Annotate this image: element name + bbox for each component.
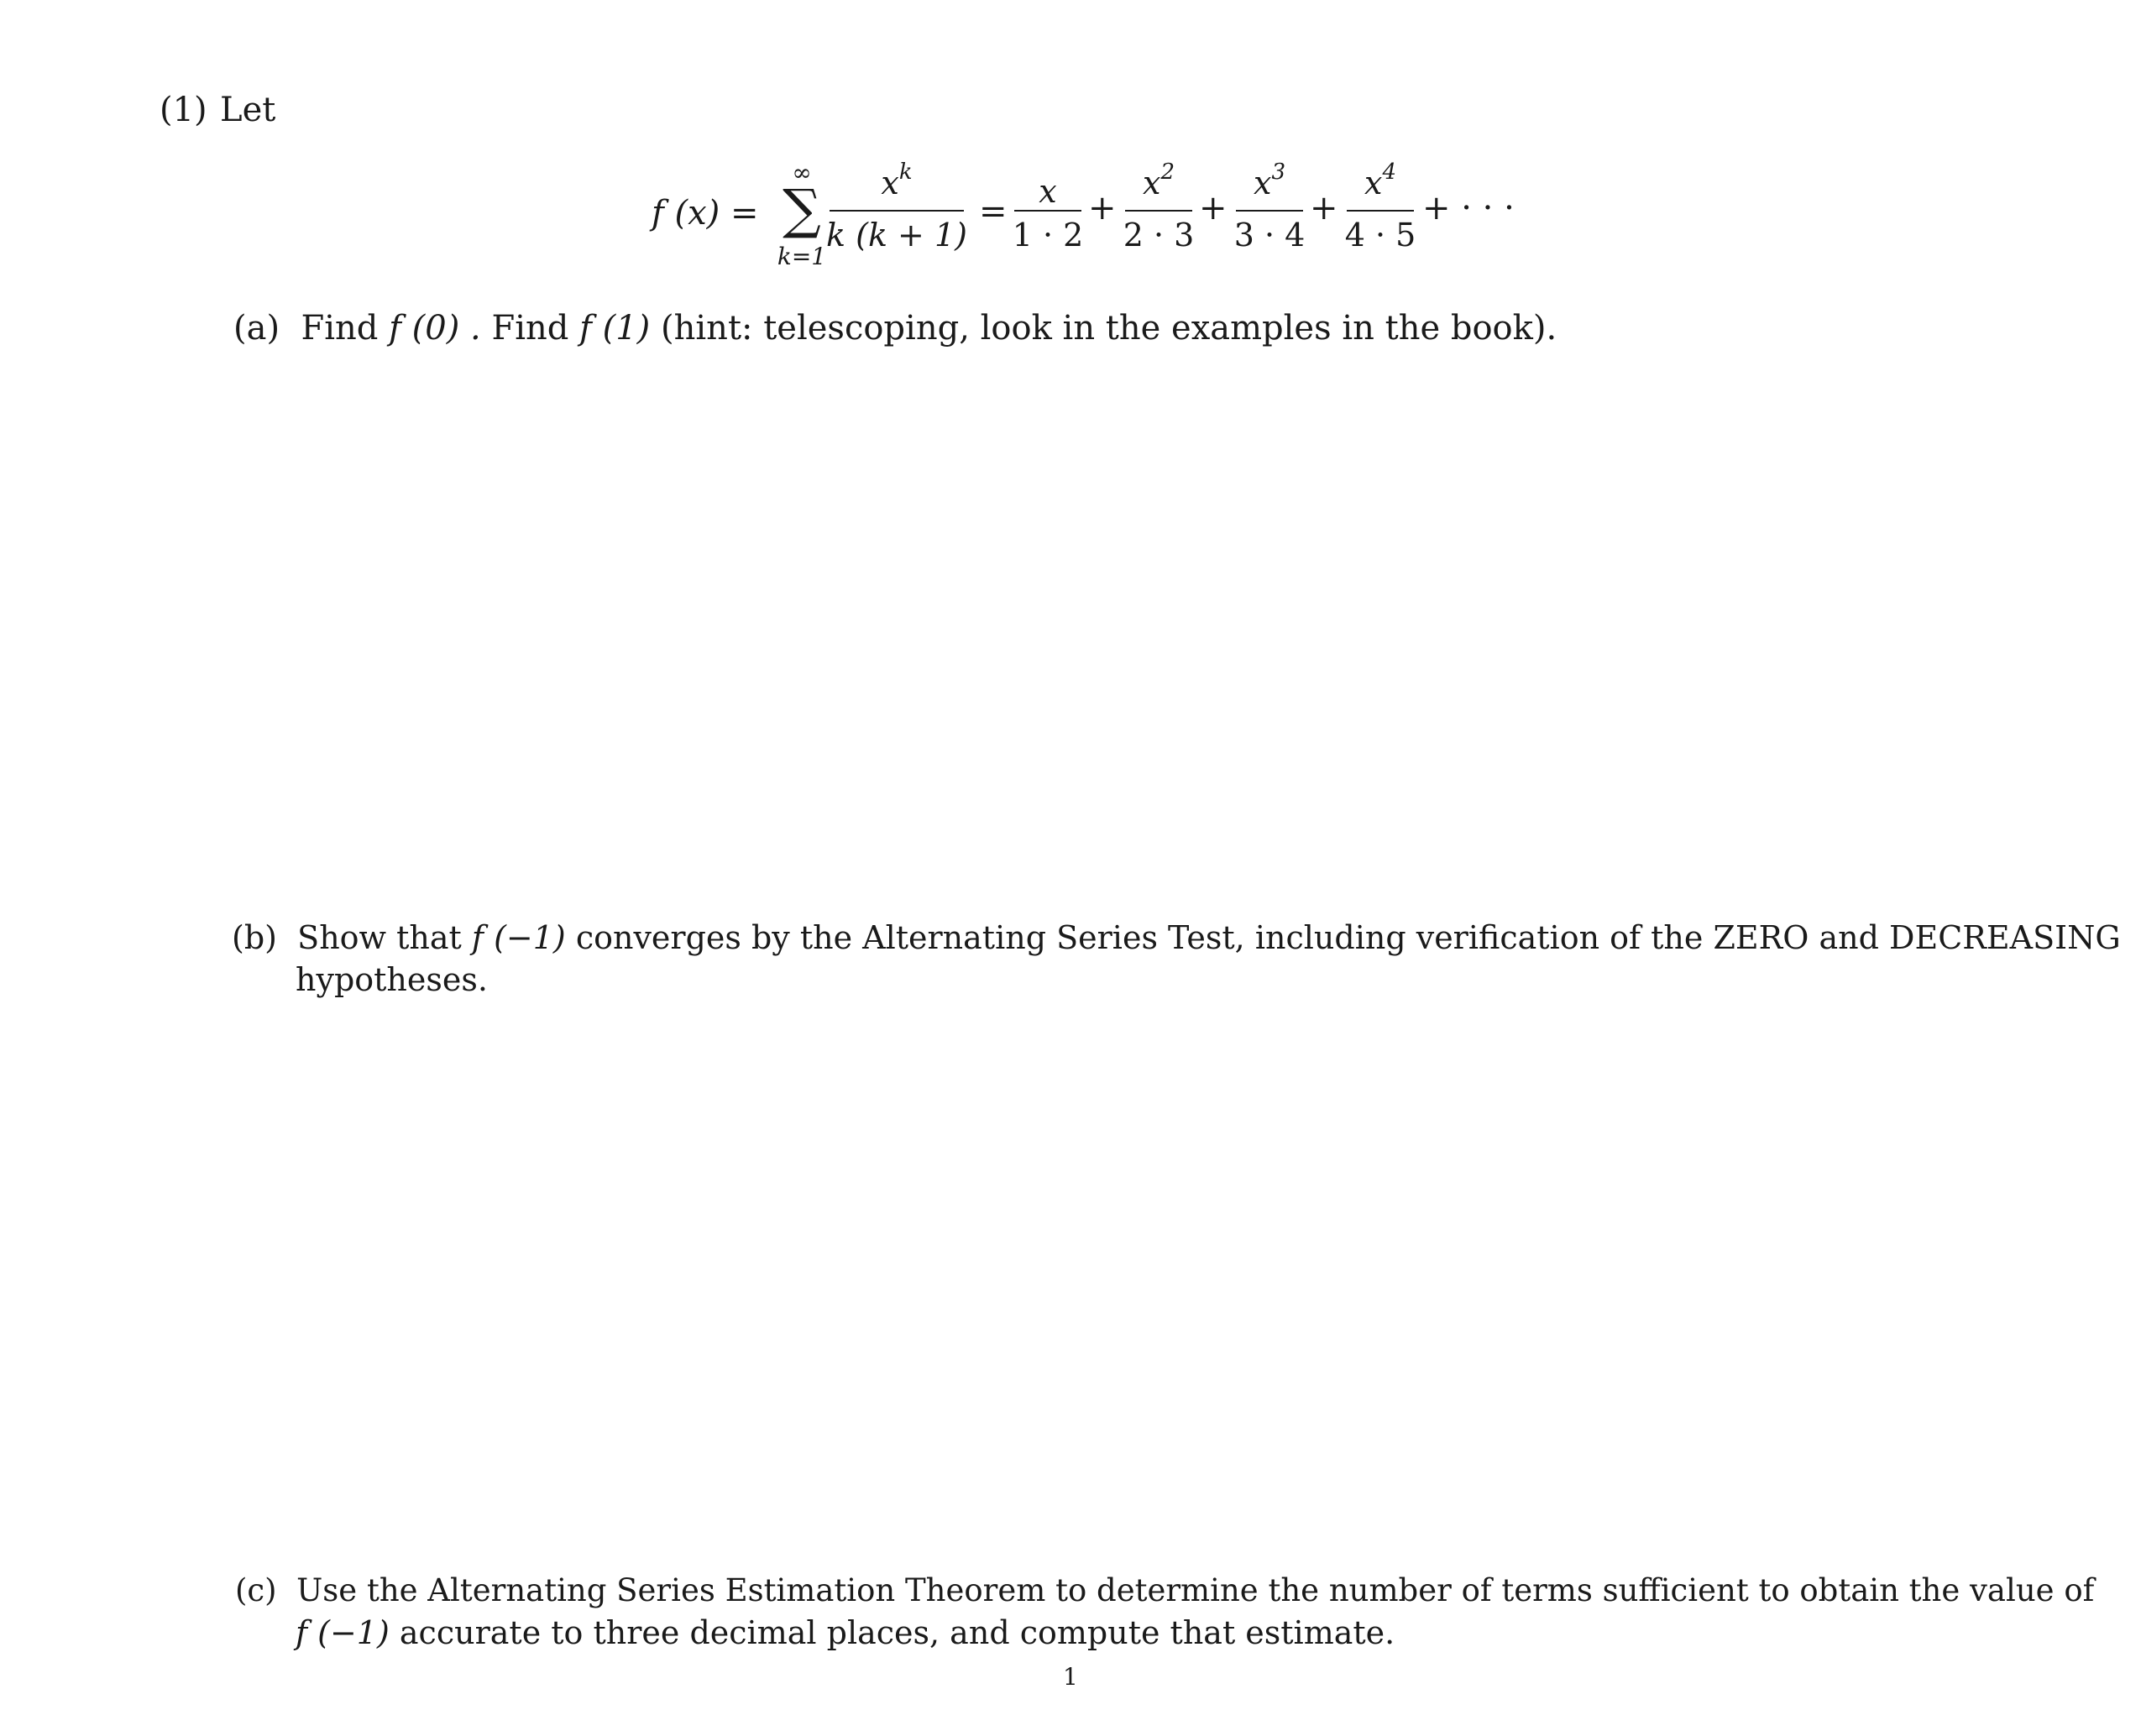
- problem-intro: Let: [220, 91, 276, 129]
- series-tail: + · · ·: [1422, 189, 1515, 227]
- part-a-math-1: f (0) .: [389, 309, 481, 348]
- general-term-denominator: k (k + 1): [826, 217, 967, 254]
- term-3-numerator: [1236, 159, 1303, 201]
- part-a-math-2: f (1): [579, 309, 651, 348]
- page-number: 1: [1063, 1663, 1078, 1691]
- term-2-denominator: 2 · 3: [1123, 217, 1195, 254]
- part-a-label: (a): [233, 309, 280, 348]
- term-1-numerator-base: x: [1039, 173, 1057, 210]
- term-2-numerator-exponent: 2: [1160, 159, 1175, 185]
- part-a-text-2: Find: [491, 309, 569, 348]
- equation-lhs: f (x) =: [652, 194, 759, 233]
- term-4-numerator-exponent: 4: [1382, 159, 1396, 185]
- term-3-numerator-exponent: 3: [1271, 159, 1285, 185]
- general-term-numerator-exponent: k: [898, 159, 913, 185]
- general-term-fraction-bar: [830, 210, 964, 212]
- plus-sign-3: +: [1310, 189, 1338, 227]
- part-b-text-2: converges by the Alternating Series Test, including verification of the ZERO and DECREASING: [575, 919, 2121, 956]
- general-term-numerator-base: x: [881, 165, 899, 201]
- general-term-numerator: [830, 159, 964, 201]
- part-a-text-1: Find: [301, 309, 379, 348]
- part-b-line-2: hypotheses.: [296, 961, 488, 998]
- term-1-fraction-bar: [1014, 210, 1081, 212]
- part-b: [232, 917, 2121, 959]
- part-b-math-1: f (−1): [471, 919, 566, 956]
- term-3-denominator: 3 · 4: [1233, 217, 1306, 254]
- part-c: [235, 1570, 2094, 1612]
- sum-upper-limit: ∞: [792, 159, 812, 186]
- term-3-numerator-base: x: [1254, 165, 1272, 201]
- term-4-denominator: 4 · 5: [1344, 217, 1416, 254]
- term-1-numerator: [1014, 173, 1081, 210]
- term-4-fraction-bar: [1347, 210, 1414, 212]
- part-c-line-2: accurate to three decimal places, and compute that estimate.: [399, 1614, 1395, 1651]
- part-a-text-3: (hint: telescoping, look in the examples in the book).: [661, 309, 1557, 348]
- plus-sign-2: +: [1199, 189, 1228, 227]
- part-c-label: (c): [235, 1572, 277, 1608]
- part-b-text-1: Show that: [297, 919, 462, 956]
- equals-sign: =: [979, 192, 1008, 231]
- term-2-numerator-base: x: [1143, 165, 1161, 201]
- term-4-numerator: [1347, 159, 1414, 201]
- term-4-numerator-base: x: [1364, 165, 1383, 201]
- part-c-line-2-wrapper: [296, 1612, 1395, 1654]
- part-b-label: (b): [232, 919, 277, 956]
- part-c-math-1: f (−1): [296, 1614, 390, 1651]
- part-c-line-1: Use the Alternating Series Estimation Theorem to determine the number of terms sufficient to obtain the value of: [296, 1572, 2095, 1608]
- term-1-denominator: 1 · 2: [1012, 217, 1084, 254]
- summation-icon: ∑: [783, 179, 821, 241]
- problem-number: (1): [160, 91, 207, 129]
- part-a: [233, 307, 1557, 349]
- plus-sign-1: +: [1088, 189, 1117, 227]
- sum-lower-limit: k=1: [777, 243, 827, 270]
- term-2-fraction-bar: [1125, 210, 1192, 212]
- term-3-fraction-bar: [1236, 210, 1303, 212]
- term-2-numerator: [1125, 159, 1192, 201]
